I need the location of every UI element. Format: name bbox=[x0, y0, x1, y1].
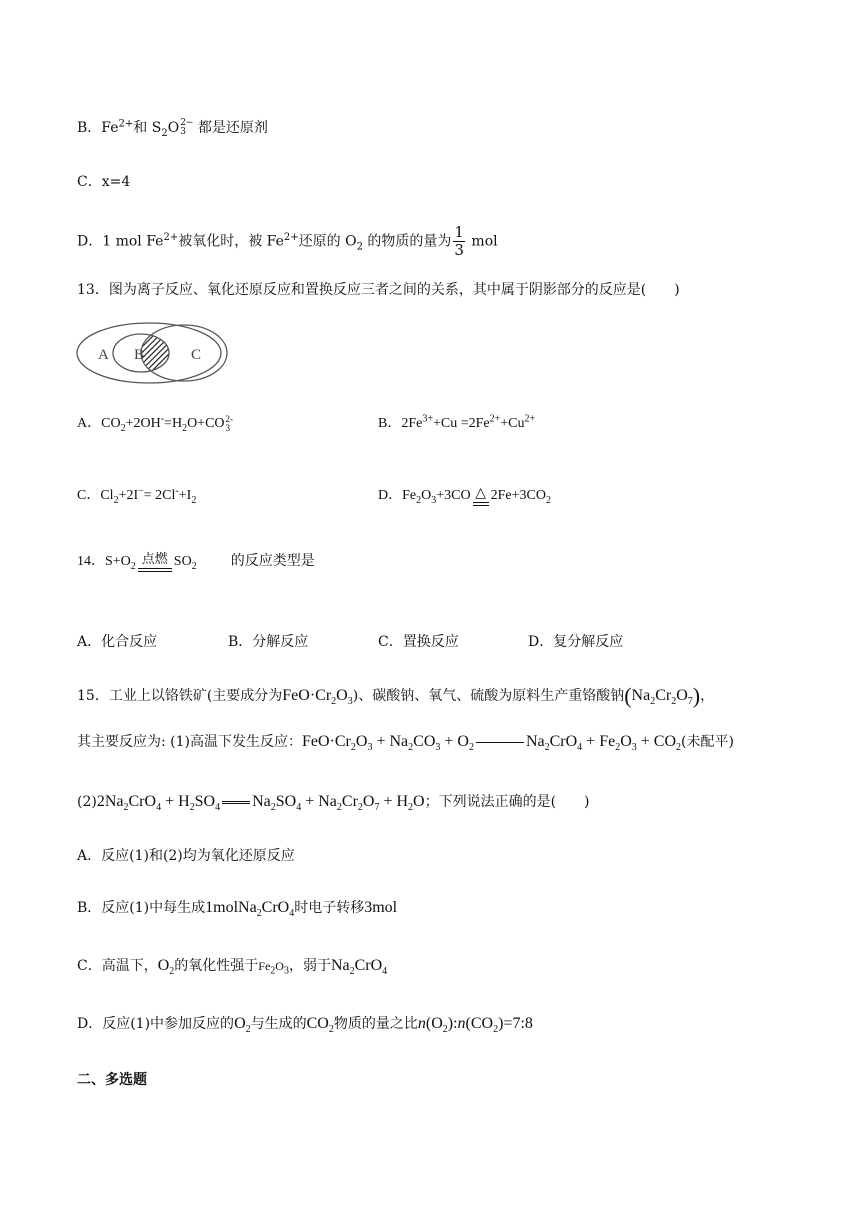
sub: 2 bbox=[123, 802, 129, 814]
sub: 2 bbox=[191, 494, 197, 506]
reaction-arrow-line bbox=[476, 742, 524, 743]
sub: 2 bbox=[416, 494, 422, 506]
formula: n bbox=[457, 1015, 466, 1032]
formula: FeO·Cr bbox=[302, 733, 351, 750]
text: 被氧化时，被 Fe bbox=[178, 233, 284, 250]
q15-option-a: A．反应(1)和(2)均为氧化还原反应 bbox=[77, 848, 295, 864]
text: O+CO bbox=[187, 416, 225, 431]
formula: n bbox=[417, 1015, 426, 1032]
formula: CrO bbox=[549, 733, 578, 750]
formula: + Fe bbox=[582, 733, 616, 750]
formula: CrO bbox=[261, 899, 290, 916]
sub: 7 bbox=[374, 802, 380, 814]
sup: - bbox=[175, 485, 179, 497]
text: 与生成的 bbox=[250, 1016, 307, 1032]
sub: 2 bbox=[544, 742, 550, 754]
formula: Cr bbox=[341, 793, 358, 810]
q15-option-c bbox=[77, 956, 387, 976]
formula: Cr bbox=[655, 687, 672, 704]
text: Fe bbox=[402, 488, 417, 503]
text: 14．S+O bbox=[77, 554, 131, 569]
q14-stem bbox=[77, 552, 315, 572]
denominator: 3 bbox=[454, 241, 464, 259]
text: ，弱于 bbox=[288, 958, 331, 974]
sub: 2 bbox=[671, 696, 677, 708]
text: 2Fe+3CO bbox=[490, 488, 546, 503]
q15-stem-line1: 15．工业上以铬铁矿(主要成分为$FeO\cdot Cr_2O_3$)、碳酸钠、氧气、硫酸为原料生产重铬酸钠$(Na_2Cr_2O_7)$， bbox=[77, 683, 715, 708]
formula: O bbox=[362, 793, 375, 810]
text: 物质的量之比 bbox=[333, 1016, 418, 1032]
sub: 2 bbox=[615, 742, 621, 754]
sub: 3 bbox=[631, 742, 637, 754]
text: O bbox=[167, 120, 180, 136]
sup: 3+ bbox=[422, 413, 433, 425]
text: 和 S bbox=[133, 120, 162, 136]
label-b: B bbox=[134, 347, 145, 363]
formula: O bbox=[676, 687, 688, 704]
sub: 2 bbox=[169, 966, 175, 978]
text: (2) bbox=[77, 794, 97, 810]
sub: 4 bbox=[215, 802, 221, 814]
option-label: B． bbox=[77, 120, 102, 136]
text: (未配平) bbox=[681, 734, 734, 750]
text: SO bbox=[173, 554, 192, 569]
formula: + CO bbox=[636, 733, 677, 750]
formula: (O bbox=[425, 1015, 443, 1032]
text: Fe bbox=[101, 120, 119, 136]
q12-option-c bbox=[77, 172, 130, 192]
text: ， bbox=[700, 688, 715, 704]
sub: 2 bbox=[256, 908, 262, 920]
sup: 2- bbox=[225, 413, 234, 424]
formula: Na bbox=[525, 733, 545, 750]
formula: + O bbox=[440, 733, 469, 750]
sub: 2 bbox=[357, 802, 363, 814]
text: CO bbox=[101, 416, 121, 431]
formula: O bbox=[355, 733, 368, 750]
formula: + Na bbox=[301, 793, 337, 810]
text: +2OH bbox=[125, 416, 161, 431]
q14-option-a: A．化合反应 bbox=[77, 634, 158, 650]
sub: 3 bbox=[435, 742, 441, 754]
formula: CrO bbox=[354, 957, 383, 974]
text: ；下列说法正确的是( ) bbox=[424, 794, 590, 810]
formula: (CO bbox=[465, 1015, 494, 1032]
text: 15．工业上以铬铁矿(主要成分为 bbox=[77, 688, 283, 704]
sub: 2 bbox=[130, 560, 136, 572]
formula: SO bbox=[194, 793, 216, 810]
formula: ): bbox=[447, 1015, 458, 1032]
q13-option-c bbox=[77, 486, 196, 506]
option-label: C． bbox=[77, 488, 101, 503]
sub: 2 bbox=[493, 1024, 499, 1036]
sub: 4 bbox=[577, 742, 583, 754]
sub: 2 bbox=[182, 422, 188, 434]
sub: 3 bbox=[180, 127, 186, 137]
sub: 2 bbox=[350, 742, 356, 754]
ion-charge bbox=[180, 119, 193, 137]
text: 的氧化性强于 bbox=[174, 958, 259, 974]
q14-option-c: C．置换反应 bbox=[378, 634, 459, 650]
sup: 2+ bbox=[118, 118, 134, 130]
option-label: D． bbox=[77, 233, 103, 250]
text: 还原的 O bbox=[298, 233, 357, 250]
formula: + H bbox=[161, 793, 190, 810]
q14-option-d: D．复分解反应 bbox=[528, 634, 624, 650]
text: 其主要反应为: (1)高温下发生反应： bbox=[77, 734, 302, 750]
sub: 4 bbox=[156, 802, 162, 814]
text: +I bbox=[178, 488, 192, 503]
sub: 2 bbox=[356, 241, 363, 253]
sub: 4 bbox=[382, 966, 388, 978]
sub: 2 bbox=[191, 560, 197, 572]
text: 2Fe bbox=[401, 416, 423, 431]
formula: O bbox=[275, 959, 284, 973]
formula: CO bbox=[413, 733, 436, 750]
q15-stem-line3 bbox=[77, 792, 590, 812]
formula: O bbox=[413, 793, 425, 810]
sup: 2− bbox=[180, 118, 194, 128]
text: +2I bbox=[118, 488, 139, 503]
formula: )=7:8 bbox=[498, 1015, 533, 1032]
sub: 2 bbox=[161, 127, 168, 139]
option-label: D． bbox=[378, 488, 403, 503]
sub: 2 bbox=[545, 494, 551, 506]
formula: 3mol bbox=[364, 899, 398, 916]
sub: 2 bbox=[442, 1024, 448, 1036]
q13-stem: 13．图为离子反应、氧化还原反应和置换反应三者之间的关系，其中属于阴影部分的反应是( ) bbox=[77, 282, 680, 298]
text: D．反应(1)中参加反应的 bbox=[77, 1016, 235, 1032]
sub: 3 bbox=[367, 742, 373, 754]
text: 的物质的量为 bbox=[362, 233, 452, 250]
sub: 7 bbox=[687, 696, 693, 708]
sub: 3 bbox=[225, 422, 231, 433]
q15-stem-line2 bbox=[77, 732, 734, 752]
formula: 1molNa bbox=[205, 899, 257, 916]
text: = 2Cl bbox=[143, 488, 176, 503]
sub: 3 bbox=[347, 696, 353, 708]
sub: 2 bbox=[349, 966, 355, 978]
text: 时电子转移 bbox=[294, 900, 365, 916]
ion-charge bbox=[226, 415, 234, 433]
formula: CO bbox=[306, 1015, 329, 1032]
q14-option-b: B．分解反应 bbox=[228, 634, 309, 650]
sub: 2 bbox=[270, 965, 276, 977]
sub: 2 bbox=[270, 802, 276, 814]
sub: 2 bbox=[336, 802, 342, 814]
sub: 4 bbox=[296, 802, 302, 814]
formula: Na bbox=[330, 957, 350, 974]
heat-symbol: △ bbox=[475, 486, 486, 501]
sub: 2 bbox=[328, 1024, 334, 1036]
sup: 2+ bbox=[283, 231, 299, 243]
formula: O bbox=[620, 733, 632, 750]
sup: - bbox=[160, 413, 165, 425]
venn-diagram bbox=[74, 318, 234, 384]
sup: 2+ bbox=[524, 413, 536, 425]
formula: O bbox=[157, 957, 170, 974]
reaction-condition bbox=[473, 486, 489, 506]
text: +Cu =2Fe bbox=[432, 416, 490, 431]
text: )、碳酸钠、氧气、硫酸为原料生产重铬酸钠 bbox=[352, 688, 625, 704]
text: mol bbox=[466, 233, 498, 250]
equals-line bbox=[222, 801, 250, 804]
option-label: B． bbox=[378, 416, 402, 431]
text: +Cu bbox=[500, 416, 525, 431]
formula: Na bbox=[252, 793, 271, 810]
text: +3CO bbox=[436, 488, 471, 503]
formula: FeO·Cr bbox=[282, 687, 332, 704]
sup: 2+ bbox=[489, 413, 501, 425]
formula: CrO bbox=[128, 793, 157, 810]
formula: Fe bbox=[258, 959, 271, 973]
option-label: A． bbox=[77, 416, 102, 431]
sub: 3 bbox=[283, 965, 289, 977]
reaction-condition bbox=[138, 552, 172, 572]
text: B．反应(1)中每生成 bbox=[77, 900, 206, 916]
q15-option-d bbox=[77, 1014, 533, 1034]
sup: − bbox=[138, 485, 144, 497]
q13-option-d bbox=[378, 474, 551, 506]
sub: 2 bbox=[113, 494, 119, 506]
text: Cl bbox=[100, 488, 114, 503]
ignite-label: 点燃 bbox=[141, 552, 168, 567]
formula: O bbox=[336, 687, 348, 704]
formula: SO bbox=[275, 793, 297, 810]
formula: + H bbox=[379, 793, 409, 810]
label-a: A bbox=[98, 347, 109, 363]
numerator: 1 bbox=[454, 223, 464, 241]
sub: 2 bbox=[245, 1024, 251, 1036]
text: 都是还原剂 bbox=[193, 120, 268, 136]
sub: 2 bbox=[189, 802, 195, 814]
option-label: C． bbox=[77, 174, 102, 190]
formula: O bbox=[234, 1015, 246, 1032]
q12-option-d bbox=[77, 224, 498, 259]
sub: 4 bbox=[289, 908, 295, 920]
text: C．高温下， bbox=[77, 958, 158, 974]
sub: 2 bbox=[408, 742, 414, 754]
text: x=4 bbox=[101, 174, 131, 190]
sub: 3 bbox=[431, 494, 437, 506]
sup: 2+ bbox=[163, 231, 179, 243]
sub: 2 bbox=[120, 422, 126, 434]
sub: 2 bbox=[676, 742, 682, 754]
fraction bbox=[453, 224, 465, 259]
label-c: C bbox=[191, 347, 202, 363]
q15-option-b bbox=[77, 898, 397, 918]
q13-option-b bbox=[378, 414, 535, 434]
q12-option-b bbox=[77, 118, 268, 138]
sub: 2 bbox=[408, 802, 414, 814]
text: 1 mol Fe bbox=[102, 233, 164, 250]
text: 的反应类型是 bbox=[230, 554, 315, 569]
formula: 2Na bbox=[96, 793, 124, 810]
q13-option-a bbox=[77, 414, 233, 434]
text: =H bbox=[164, 416, 183, 431]
sub: 2 bbox=[650, 696, 656, 708]
text: O bbox=[421, 488, 432, 503]
section-title: 二、多选题 bbox=[77, 1072, 147, 1088]
sub: 2 bbox=[331, 696, 337, 708]
formula: Na bbox=[631, 687, 651, 704]
formula: + Na bbox=[372, 733, 409, 750]
sub: 2 bbox=[468, 742, 474, 754]
